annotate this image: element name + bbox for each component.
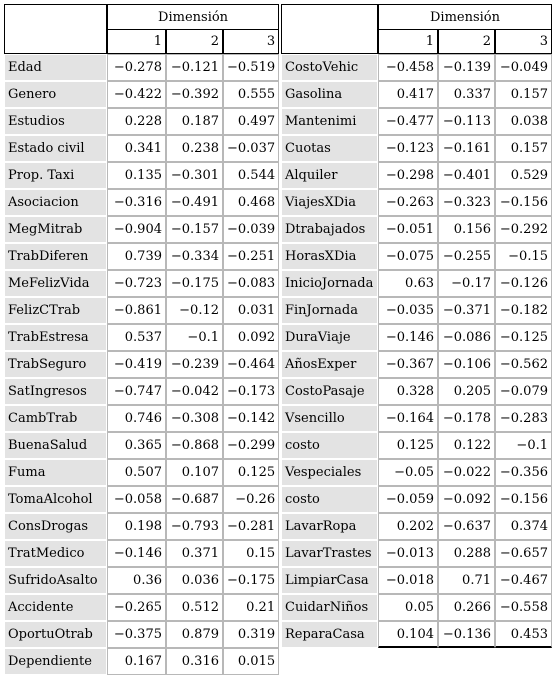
table-row (281, 216, 552, 243)
loading-value-dim-3: −0.142 (223, 405, 279, 432)
table-row (4, 243, 279, 270)
table-row (281, 513, 552, 540)
table-row (4, 216, 279, 243)
loading-value-dim-2: −0.868 (166, 432, 223, 459)
variable-label: Vsencillo (281, 405, 378, 432)
loading-value-dim-2: −0.113 (438, 108, 495, 135)
variable-label: TratMedico (4, 540, 107, 567)
loading-value-dim-2: −0.308 (166, 405, 223, 432)
loading-value-dim-2: −0.121 (166, 54, 223, 81)
table-row (4, 432, 279, 459)
loading-value-dim-1: 0.104 (378, 621, 438, 648)
loading-value-dim-1: −0.051 (378, 216, 438, 243)
loading-value-dim-2: 0.107 (166, 459, 223, 486)
loading-value-dim-3: 0.529 (495, 162, 552, 189)
loading-value-dim-1: −0.861 (107, 297, 166, 324)
loading-value-dim-1: −0.164 (378, 405, 438, 432)
loading-value-dim-3: −0.1 (495, 432, 552, 459)
loading-value-dim-3: 0.157 (495, 81, 552, 108)
loading-value-dim-3: 0.497 (223, 108, 279, 135)
table-row (4, 162, 279, 189)
table-row (281, 297, 552, 324)
loading-value-dim-3: −0.26 (223, 486, 279, 513)
loading-value-dim-3: −0.173 (223, 378, 279, 405)
loading-value-dim-2: 0.205 (438, 378, 495, 405)
loading-value-dim-2: 0.337 (438, 81, 495, 108)
loading-value-dim-1: −0.747 (107, 378, 166, 405)
loading-value-dim-3: 0.374 (495, 513, 552, 540)
table-row (281, 621, 552, 648)
variable-label: SufridoAsalto (4, 567, 107, 594)
table-row (281, 81, 552, 108)
variable-label: ViajesXDia (281, 189, 378, 216)
variable-label: InicioJornada (281, 270, 378, 297)
loading-value-dim-1: −0.018 (378, 567, 438, 594)
variable-label: SatIngresos (4, 378, 107, 405)
table-row (4, 459, 279, 486)
dimension-col-1: 1 (378, 29, 438, 54)
loading-value-dim-2: −0.178 (438, 405, 495, 432)
variable-label: Mantenimi (281, 108, 378, 135)
loading-value-dim-1: 0.746 (107, 405, 166, 432)
variable-label: costo (281, 486, 378, 513)
variable-label: BuenaSalud (4, 432, 107, 459)
loading-value-dim-2: −0.17 (438, 270, 495, 297)
variable-label: MeFelizVida (4, 270, 107, 297)
variable-label: TrabEstresa (4, 324, 107, 351)
loading-value-dim-3: 0.453 (495, 621, 552, 648)
loading-value-dim-3: −0.281 (223, 513, 279, 540)
variable-label: Prop. Taxi (4, 162, 107, 189)
loading-value-dim-1: −0.075 (378, 243, 438, 270)
loading-value-dim-1: −0.013 (378, 540, 438, 567)
loading-value-dim-2: −0.793 (166, 513, 223, 540)
loading-value-dim-2: −0.687 (166, 486, 223, 513)
variable-label: OportuOtrab (4, 621, 107, 648)
loading-value-dim-1: −0.278 (107, 54, 166, 81)
loading-value-dim-3: −0.299 (223, 432, 279, 459)
variable-label: Cuotas (281, 135, 378, 162)
dimension-header: Dimensión (107, 4, 279, 29)
table-row (4, 297, 279, 324)
loadings-table-right (281, 4, 552, 648)
loading-value-dim-3: 0.544 (223, 162, 279, 189)
table-row (281, 378, 552, 405)
loading-value-dim-2: 0.036 (166, 567, 223, 594)
loading-value-dim-1: 0.537 (107, 324, 166, 351)
loading-value-dim-3: −0.562 (495, 351, 552, 378)
loading-value-dim-1: 0.365 (107, 432, 166, 459)
loading-value-dim-2: −0.139 (438, 54, 495, 81)
variable-label: Estudios (4, 108, 107, 135)
loading-value-dim-2: −0.106 (438, 351, 495, 378)
loading-value-dim-3: −0.467 (495, 567, 552, 594)
table-row (281, 567, 552, 594)
variable-label: MegMitrab (4, 216, 107, 243)
dimension-header: Dimensión (378, 4, 552, 29)
loading-value-dim-1: −0.298 (378, 162, 438, 189)
variable-label: TrabSeguro (4, 351, 107, 378)
variable-label: Fuma (4, 459, 107, 486)
table-row (4, 621, 279, 648)
loading-value-dim-3: −0.156 (495, 189, 552, 216)
table-row (4, 594, 279, 621)
loading-value-dim-2: −0.042 (166, 378, 223, 405)
loading-value-dim-3: −0.175 (223, 567, 279, 594)
loading-value-dim-2: −0.092 (438, 486, 495, 513)
variable-label: HorasXDia (281, 243, 378, 270)
variable-label: ConsDrogas (4, 513, 107, 540)
table-row (281, 54, 552, 81)
variable-label: Alquiler (281, 162, 378, 189)
table-row (281, 594, 552, 621)
loading-value-dim-1: 0.05 (378, 594, 438, 621)
loading-value-dim-3: −0.283 (495, 405, 552, 432)
table-row (4, 378, 279, 405)
loading-value-dim-2: −0.401 (438, 162, 495, 189)
loading-value-dim-1: 0.135 (107, 162, 166, 189)
loading-value-dim-3: 0.319 (223, 621, 279, 648)
loading-value-dim-3: −0.15 (495, 243, 552, 270)
loading-value-dim-3: 0.157 (495, 135, 552, 162)
table-row (4, 351, 279, 378)
table-row (4, 648, 279, 675)
variable-label: CostoPasaje (281, 378, 378, 405)
loading-value-dim-1: −0.422 (107, 81, 166, 108)
loading-value-dim-1: −0.904 (107, 216, 166, 243)
loading-value-dim-2: −0.392 (166, 81, 223, 108)
variable-label: LavarRopa (281, 513, 378, 540)
loading-value-dim-2: −0.371 (438, 297, 495, 324)
loading-value-dim-1: 0.36 (107, 567, 166, 594)
table-row (4, 486, 279, 513)
loading-value-dim-2: 0.238 (166, 135, 223, 162)
table-row (4, 567, 279, 594)
loading-value-dim-2: −0.334 (166, 243, 223, 270)
loading-value-dim-2: 0.512 (166, 594, 223, 621)
loading-value-dim-1: −0.146 (107, 540, 166, 567)
table-row (4, 54, 279, 81)
variable-label: FinJornada (281, 297, 378, 324)
variable-label: costo (281, 432, 378, 459)
loading-value-dim-1: −0.05 (378, 459, 438, 486)
loading-value-dim-1: −0.316 (107, 189, 166, 216)
loading-value-dim-2: 0.187 (166, 108, 223, 135)
loading-value-dim-2: −0.637 (438, 513, 495, 540)
loading-value-dim-1: −0.146 (378, 324, 438, 351)
table-row (4, 108, 279, 135)
variable-label: CuidarNiños (281, 594, 378, 621)
loading-value-dim-2: 0.71 (438, 567, 495, 594)
loading-value-dim-2: −0.323 (438, 189, 495, 216)
loadings-table-left (4, 4, 279, 675)
table-row (4, 513, 279, 540)
loading-value-dim-1: 0.198 (107, 513, 166, 540)
dimension-col-3: 3 (223, 29, 279, 54)
table-row (281, 108, 552, 135)
loading-value-dim-1: −0.367 (378, 351, 438, 378)
loading-value-dim-3: 0.468 (223, 189, 279, 216)
loading-value-dim-1: 0.125 (378, 432, 438, 459)
loading-value-dim-1: −0.263 (378, 189, 438, 216)
loading-value-dim-1: −0.035 (378, 297, 438, 324)
table-row (281, 135, 552, 162)
loading-value-dim-2: 0.371 (166, 540, 223, 567)
variable-label: Genero (4, 81, 107, 108)
loading-value-dim-3: 0.125 (223, 459, 279, 486)
table-row (4, 135, 279, 162)
loading-value-dim-1: −0.419 (107, 351, 166, 378)
loading-value-dim-3: 0.21 (223, 594, 279, 621)
loading-value-dim-1: −0.059 (378, 486, 438, 513)
variable-label: Edad (4, 54, 107, 81)
loading-value-dim-2: −0.175 (166, 270, 223, 297)
loading-value-dim-1: −0.265 (107, 594, 166, 621)
loading-value-dim-3: 0.092 (223, 324, 279, 351)
table-row (281, 405, 552, 432)
loading-value-dim-3: −0.079 (495, 378, 552, 405)
loading-value-dim-2: 0.316 (166, 648, 223, 675)
loading-value-dim-2: 0.156 (438, 216, 495, 243)
loading-value-dim-3: −0.083 (223, 270, 279, 297)
variable-label: Asociacion (4, 189, 107, 216)
loading-value-dim-3: 0.555 (223, 81, 279, 108)
table-row (281, 351, 552, 378)
loading-value-dim-2: −0.161 (438, 135, 495, 162)
variable-label: Dtrabajados (281, 216, 378, 243)
variable-label: ReparaCasa (281, 621, 378, 648)
loading-value-dim-3: −0.657 (495, 540, 552, 567)
variable-label: AñosExper (281, 351, 378, 378)
loading-value-dim-3: −0.182 (495, 297, 552, 324)
loading-value-dim-3: −0.356 (495, 459, 552, 486)
loading-value-dim-1: 0.167 (107, 648, 166, 675)
loading-value-dim-2: 0.122 (438, 432, 495, 459)
loading-value-dim-1: 0.507 (107, 459, 166, 486)
loading-value-dim-3: 0.038 (495, 108, 552, 135)
loading-value-dim-1: −0.058 (107, 486, 166, 513)
loading-value-dim-3: 0.015 (223, 648, 279, 675)
loading-value-dim-3: −0.292 (495, 216, 552, 243)
variable-label: Vespeciales (281, 459, 378, 486)
loading-value-dim-1: −0.458 (378, 54, 438, 81)
table-row (4, 540, 279, 567)
loading-value-dim-1: 0.63 (378, 270, 438, 297)
loading-value-dim-1: −0.477 (378, 108, 438, 135)
loading-value-dim-3: −0.251 (223, 243, 279, 270)
loading-value-dim-1: −0.123 (378, 135, 438, 162)
loading-value-dim-2: −0.086 (438, 324, 495, 351)
loading-value-dim-1: 0.228 (107, 108, 166, 135)
loading-value-dim-3: −0.125 (495, 324, 552, 351)
table-row (4, 405, 279, 432)
loading-value-dim-1: 0.739 (107, 243, 166, 270)
loading-value-dim-3: 0.031 (223, 297, 279, 324)
loading-value-dim-3: 0.15 (223, 540, 279, 567)
variable-label: CostoVehic (281, 54, 378, 81)
loading-value-dim-2: −0.255 (438, 243, 495, 270)
variable-label: Gasolina (281, 81, 378, 108)
loading-value-dim-2: 0.266 (438, 594, 495, 621)
table-row (4, 81, 279, 108)
table-row (4, 324, 279, 351)
loading-value-dim-3: −0.126 (495, 270, 552, 297)
loading-value-dim-1: 0.417 (378, 81, 438, 108)
loading-value-dim-2: −0.136 (438, 621, 495, 648)
table-row (4, 189, 279, 216)
loading-value-dim-2: −0.301 (166, 162, 223, 189)
loading-value-dim-2: −0.12 (166, 297, 223, 324)
loading-value-dim-2: −0.491 (166, 189, 223, 216)
dimension-col-3: 3 (495, 29, 552, 54)
table-row (281, 459, 552, 486)
loading-value-dim-3: −0.039 (223, 216, 279, 243)
table-row (281, 540, 552, 567)
table-row (281, 270, 552, 297)
loading-value-dim-3: −0.037 (223, 135, 279, 162)
variable-label: DuraViaje (281, 324, 378, 351)
dimension-col-1: 1 (107, 29, 166, 54)
loading-value-dim-2: −0.1 (166, 324, 223, 351)
table-row (281, 324, 552, 351)
loading-value-dim-2: −0.022 (438, 459, 495, 486)
loading-value-dim-1: −0.723 (107, 270, 166, 297)
loading-value-dim-1: −0.375 (107, 621, 166, 648)
variable-label: LimpiarCasa (281, 567, 378, 594)
table-corner (281, 4, 378, 54)
variable-label: Accidente (4, 594, 107, 621)
loading-value-dim-3: −0.049 (495, 54, 552, 81)
loading-value-dim-1: 0.202 (378, 513, 438, 540)
loading-value-dim-2: −0.157 (166, 216, 223, 243)
variable-label: CambTrab (4, 405, 107, 432)
variable-label: TrabDiferen (4, 243, 107, 270)
loading-value-dim-3: −0.519 (223, 54, 279, 81)
loading-value-dim-1: 0.341 (107, 135, 166, 162)
loading-value-dim-2: −0.239 (166, 351, 223, 378)
table-row (281, 486, 552, 513)
dimension-col-2: 2 (166, 29, 223, 54)
variable-label: Estado civil (4, 135, 107, 162)
variable-label: LavarTrastes (281, 540, 378, 567)
table-corner (4, 4, 107, 54)
loading-value-dim-2: 0.879 (166, 621, 223, 648)
table-row (4, 270, 279, 297)
variable-label: FelizCTrab (4, 297, 107, 324)
dimension-col-2: 2 (438, 29, 495, 54)
variable-label: TomaAlcohol (4, 486, 107, 513)
loading-value-dim-3: −0.464 (223, 351, 279, 378)
loading-value-dim-2: 0.288 (438, 540, 495, 567)
loading-value-dim-3: −0.558 (495, 594, 552, 621)
table-row (281, 432, 552, 459)
table-row (281, 162, 552, 189)
table-row (281, 243, 552, 270)
table-row (281, 189, 552, 216)
variable-label: Dependiente (4, 648, 107, 675)
loading-value-dim-3: −0.156 (495, 486, 552, 513)
loading-value-dim-1: 0.328 (378, 378, 438, 405)
